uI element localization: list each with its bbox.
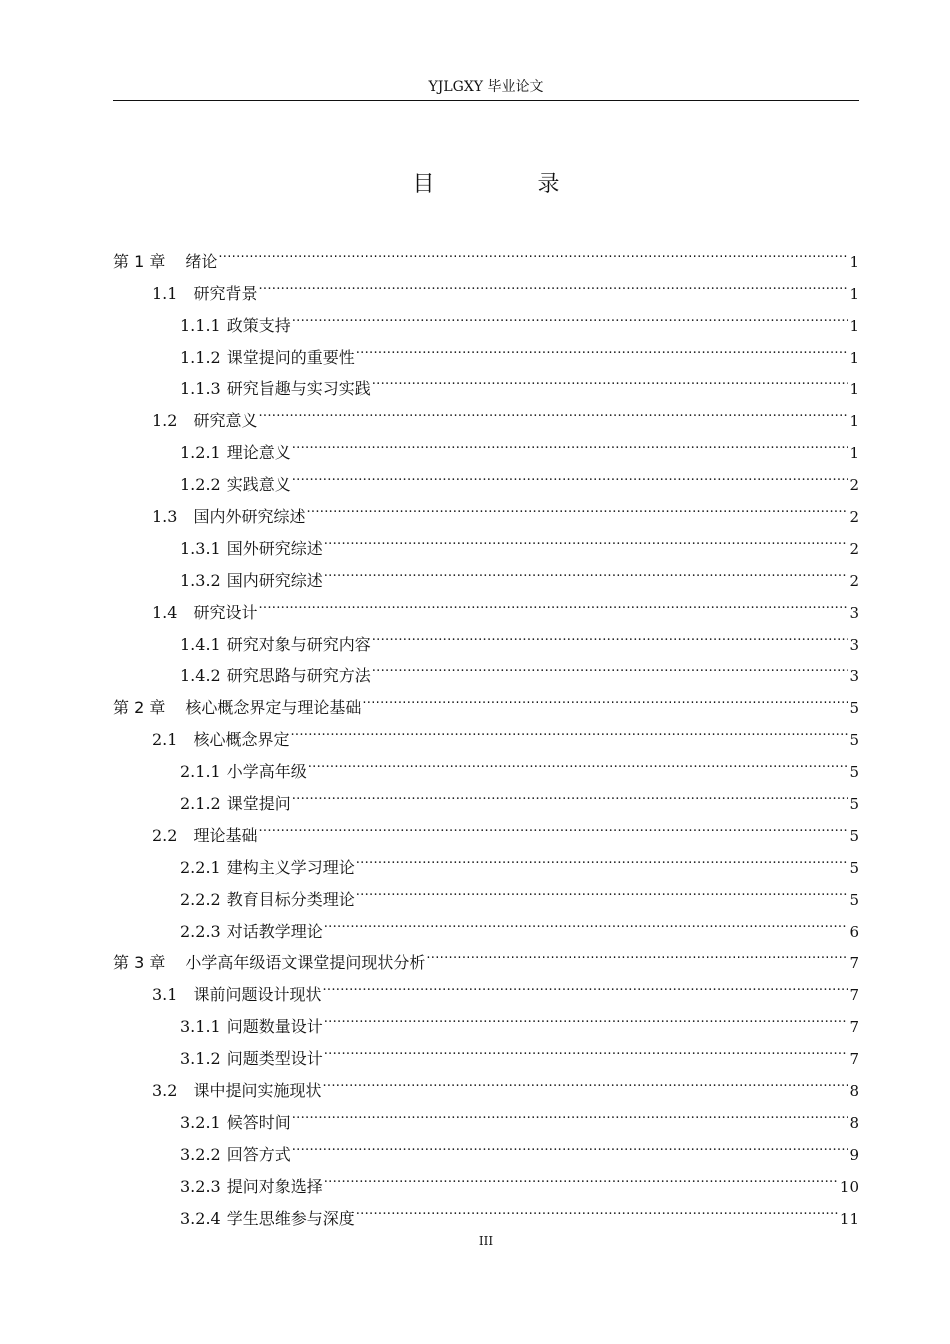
toc-entry[interactable] — [113, 586, 859, 622]
toc-entry-title: 研究旨趣与实习实践 — [226, 379, 371, 399]
toc-entry-number: 1.3 — [152, 507, 178, 527]
toc-entry[interactable] — [113, 394, 859, 431]
toc-entry[interactable] — [113, 1128, 859, 1164]
dot-leader — [292, 1096, 849, 1128]
dot-leader — [258, 586, 848, 618]
toc-entry-page: 2 — [849, 476, 859, 495]
toc-entry-number: 1.2.1 — [180, 443, 221, 463]
toc-entry-title: 理论基础 — [193, 825, 258, 845]
toc-entry[interactable] — [113, 458, 859, 495]
toc-entry-page: 5 — [849, 826, 859, 845]
toc-entry-number: 3.1 — [152, 985, 178, 1005]
dot-leader — [292, 777, 849, 809]
header-rule — [113, 100, 859, 101]
toc-entry-number: 2.2 — [152, 825, 178, 845]
toc-entry-page: 1 — [849, 380, 859, 399]
toc-entry-number: 1.1.3 — [180, 379, 221, 399]
toc-entry-number: 第 1 章 — [113, 251, 166, 271]
toc-entry-number: 1.4.2 — [180, 666, 221, 686]
toc-entry-number: 3.2 — [152, 1081, 178, 1101]
toc-entry[interactable] — [113, 267, 859, 303]
toc-entry-title: 研究思路与研究方法 — [226, 666, 371, 686]
dot-leader — [258, 809, 848, 841]
toc-entry-page: 5 — [849, 699, 859, 718]
toc-entry-page: 1 — [849, 412, 859, 431]
toc-entry-number: 3.2.3 — [180, 1176, 221, 1196]
toc-entry-title: 课前问题设计现状 — [193, 985, 322, 1005]
toc-entry[interactable] — [113, 1064, 859, 1101]
toc-entry-page: 5 — [849, 763, 859, 782]
toc-entry[interactable] — [113, 809, 859, 845]
dot-leader — [292, 458, 849, 490]
toc-entry-title: 小学高年级语文课堂提问现状分析 — [185, 953, 426, 973]
dot-leader — [372, 618, 849, 650]
toc-entry[interactable] — [113, 650, 859, 686]
toc-entry[interactable] — [113, 937, 859, 973]
toc-entry[interactable] — [113, 1192, 859, 1228]
toc-entry-page: 5 — [849, 731, 859, 750]
toc-entry-title: 课中提问实施现状 — [193, 1081, 322, 1101]
toc-entry-title: 对话教学理论 — [226, 921, 323, 941]
toc-entry-page: 7 — [849, 1050, 859, 1069]
toc-entry-number: 3.2.4 — [180, 1208, 221, 1228]
dot-leader — [322, 1064, 848, 1096]
toc-entry-page: 5 — [849, 795, 859, 814]
toc-entry-title: 核心概念界定 — [193, 730, 290, 750]
toc-entry-page: 5 — [849, 890, 859, 909]
toc-entry[interactable] — [113, 1032, 859, 1069]
toc-entry-number: 2.2.1 — [180, 857, 221, 877]
toc-title: 目 录 — [412, 172, 608, 197]
toc-entry-number: 第 2 章 — [113, 698, 166, 718]
toc-entry-page: 1 — [849, 348, 859, 367]
toc-entry-page: 7 — [849, 954, 859, 973]
toc-entry-title: 研究意义 — [193, 411, 258, 431]
toc-entry-page: 10 — [839, 1177, 859, 1196]
toc-entry-number: 2.1 — [152, 730, 178, 750]
toc-entry-title: 国外研究综述 — [226, 538, 323, 558]
toc-entry-title: 教育目标分类理论 — [226, 889, 355, 909]
dot-leader — [306, 490, 848, 522]
toc-entry-title: 研究背景 — [193, 283, 258, 303]
toc-entry-title: 提问对象选择 — [226, 1176, 323, 1196]
dot-leader — [258, 267, 848, 299]
toc-entry-page: 6 — [849, 922, 859, 941]
dot-leader — [258, 394, 848, 426]
toc-entry-number: 1.1.1 — [180, 315, 221, 335]
dot-leader — [290, 713, 848, 745]
toc-entry-number: 2.1.2 — [180, 794, 221, 814]
toc-entry-page: 8 — [849, 1113, 859, 1132]
dot-leader — [426, 937, 848, 969]
dot-leader — [356, 1192, 839, 1224]
dot-leader — [292, 426, 849, 458]
toc-entry-title: 理论意义 — [226, 443, 291, 463]
toc-entry-number: 3.2.1 — [180, 1112, 221, 1132]
dot-leader — [362, 681, 848, 713]
toc-entry-number: 2.2.3 — [180, 921, 221, 941]
toc-entry-title: 绪论 — [185, 251, 218, 271]
dot-leader — [356, 331, 849, 363]
toc-entry[interactable] — [113, 331, 859, 367]
toc-entry[interactable] — [113, 873, 859, 909]
toc-entry-number: 1.3.2 — [180, 570, 221, 590]
running-header: YJLGXY 毕业论文 — [428, 79, 544, 95]
toc-entry[interactable] — [113, 363, 859, 399]
toc-entry-number: 2.2.2 — [180, 889, 221, 909]
toc-entry-title: 国内外研究综述 — [193, 507, 306, 527]
toc-entry-page: 2 — [849, 571, 859, 590]
toc-entry-page: 9 — [849, 1145, 859, 1164]
dot-leader — [324, 905, 849, 937]
toc-entry-page: 1 — [849, 252, 859, 271]
dot-leader — [324, 1000, 849, 1032]
dot-leader — [356, 841, 849, 873]
toc-entry[interactable] — [113, 905, 859, 941]
toc-entry-number: 1.2.2 — [180, 475, 221, 495]
toc-entry-page: 3 — [849, 603, 859, 622]
toc-entry[interactable] — [113, 681, 859, 718]
toc-entry-number: 2.1.1 — [180, 762, 221, 782]
toc-entry-title: 课堂提问的重要性 — [226, 347, 355, 367]
dot-leader — [308, 745, 849, 777]
toc-entry-number: 3.1.1 — [180, 1017, 221, 1037]
dot-leader — [324, 1032, 849, 1064]
dot-leader — [218, 235, 848, 267]
toc-entry-page: 5 — [849, 858, 859, 877]
dot-leader — [292, 1128, 849, 1160]
table-of-contents — [113, 235, 859, 1228]
toc-entry[interactable] — [113, 554, 859, 590]
dot-leader — [372, 363, 849, 395]
toc-entry[interactable] — [113, 1160, 859, 1196]
toc-entry-page: 2 — [849, 508, 859, 527]
toc-entry-number: 1.1 — [152, 283, 178, 303]
dot-leader — [292, 299, 849, 331]
page-number: III — [478, 1234, 494, 1248]
toc-entry[interactable] — [113, 490, 859, 527]
toc-entry-title: 研究对象与研究内容 — [226, 634, 371, 654]
toc-entry-page: 7 — [849, 1018, 859, 1037]
dot-leader — [372, 650, 849, 682]
toc-entry-title: 建构主义学习理论 — [226, 857, 355, 877]
toc-entry[interactable] — [113, 777, 859, 814]
toc-entry-number: 3.1.2 — [180, 1049, 221, 1069]
toc-entry-title: 问题类型设计 — [226, 1049, 323, 1069]
dot-leader — [324, 522, 849, 554]
toc-entry[interactable] — [113, 235, 859, 271]
toc-entry-title: 学生思维参与深度 — [226, 1208, 355, 1228]
dot-leader — [324, 1160, 839, 1192]
toc-entry-page: 1 — [849, 284, 859, 303]
toc-entry-number: 1.4.1 — [180, 634, 221, 654]
toc-entry-title: 政策支持 — [226, 315, 291, 335]
toc-entry-page: 11 — [839, 1209, 859, 1228]
toc-entry-number: 1.2 — [152, 411, 178, 431]
dot-leader — [324, 554, 849, 586]
dot-leader — [356, 873, 849, 905]
toc-entry-page: 1 — [849, 444, 859, 463]
toc-entry-page: 1 — [849, 316, 859, 335]
toc-entry-page: 7 — [849, 986, 859, 1005]
toc-entry-page: 3 — [849, 635, 859, 654]
dot-leader — [322, 968, 848, 1000]
toc-entry-title: 候答时间 — [226, 1112, 291, 1132]
toc-entry-title: 小学高年级 — [226, 762, 307, 782]
toc-entry-title: 课堂提问 — [226, 794, 291, 814]
toc-entry-page: 2 — [849, 539, 859, 558]
toc-entry-number: 1.3.1 — [180, 538, 221, 558]
toc-entry-number: 3.2.2 — [180, 1144, 221, 1164]
toc-entry-number: 第 3 章 — [113, 953, 166, 973]
toc-entry-title: 国内研究综述 — [226, 570, 323, 590]
toc-entry-page: 8 — [849, 1082, 859, 1101]
toc-entry-title: 研究设计 — [193, 602, 258, 622]
toc-entry-title: 问题数量设计 — [226, 1017, 323, 1037]
toc-entry-title: 回答方式 — [226, 1144, 291, 1164]
toc-entry-page: 3 — [849, 667, 859, 686]
toc-entry-number: 1.4 — [152, 602, 178, 622]
toc-entry-title: 实践意义 — [226, 475, 291, 495]
toc-entry-number: 1.1.2 — [180, 347, 221, 367]
toc-entry-title: 核心概念界定与理论基础 — [185, 698, 362, 718]
